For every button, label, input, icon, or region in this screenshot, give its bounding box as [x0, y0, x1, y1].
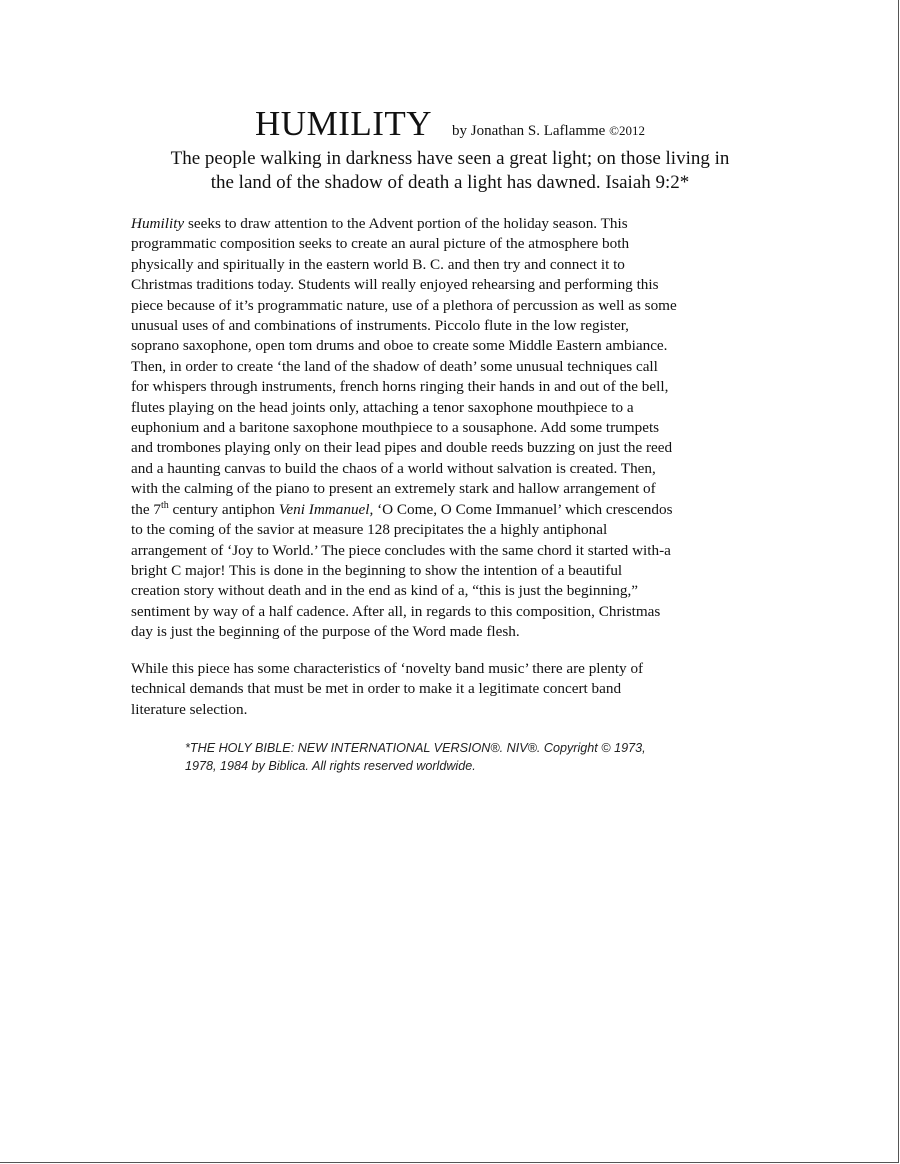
paragraph-line [131, 500, 781, 520]
paragraph-line: Christmas traditions today. Students will really enjoyed rehearsing and performing this [131, 276, 659, 294]
paragraph-line: flutes playing on the head joints only, attaching a tenor saxophone mouthpiece to a [131, 398, 634, 416]
footnote-line: 1978, 1984 by Biblica. All rights reserved worldwide. [185, 759, 476, 773]
line-text: the 7 [131, 500, 161, 518]
paragraph-line: for whispers through instruments, french horns ringing their hands in and out of the bell, [131, 378, 669, 396]
paragraph-line: bright C major! This is done in the beginning to show the intention of a beautiful [131, 561, 623, 579]
epigraph-line: The people walking in darkness have seen a great light; on those living in [170, 148, 730, 169]
paragraph-line: euphonium and a baritone saxophone mouthpiece to a sousaphone. Add some trumpets [131, 419, 660, 437]
paragraph-line: unusual uses of and combinations of instruments. Piccolo flute in the low register, [131, 317, 629, 335]
line-text: century antiphon [168, 500, 279, 518]
paragraph-line: Then, in order to create ‘the land of the shadow of death’ some unusual techniques call [131, 357, 658, 375]
paragraph-line: and trombones playing only on their lead pipes and double reeds buzzing on just the reed [131, 439, 673, 457]
antiphon-title-italic: Veni Immanuel, [278, 500, 374, 518]
ordinal-suffix: th [160, 499, 169, 511]
paragraph-line: technical demands that must be met in order to make it a legitimate concert band [131, 680, 622, 698]
notes-paragraph [131, 659, 781, 720]
paragraph-line: programmatic composition seeks to create an aural picture of the atmosphere both [131, 235, 630, 253]
paragraph-line: While this piece has some characteristics of ‘novelty band music’ there are plenty of [131, 660, 644, 677]
paragraph-line: sentiment by way of a half cadence. After all, in regards to this composition, Christmas [131, 602, 661, 620]
epigraph-quote [0, 147, 900, 195]
paragraph-line: literature selection. [131, 700, 248, 718]
paragraph-line: and a haunting canvas to build the chaos of a world without salvation is created. Then, [131, 459, 656, 477]
footnote-line: *THE HOLY BIBLE: NEW INTERNATIONAL VERSION®. NIV®. Copyright © 1973, [185, 741, 646, 755]
paragraph-line: creation story without death and in the end as kind of a, “this is just the beginning,” [131, 582, 638, 600]
paragraph-line: physically and spiritually in the eastern world B. C. and then try and connect it to [131, 255, 625, 273]
paragraph-line: to the coming of the savior at measure 128 precipitates the a highly antiphonal [131, 521, 608, 539]
paragraph-line: with the calming of the piano to present an extremely stark and hallow arrangement of [131, 480, 656, 498]
author-name: by Jonathan S. Laflamme [452, 123, 606, 139]
description-paragraph [131, 214, 781, 643]
paragraph-line: arrangement of ‘Joy to World.’ The piece concludes with the same chord it started with-a [131, 541, 671, 559]
paragraph-line-text: seeks to draw attention to the Advent portion of the holiday season. This [184, 215, 628, 232]
bible-copyright-footnote [185, 739, 785, 775]
title-block [0, 104, 900, 144]
byline [452, 123, 645, 139]
page-title: HUMILITY [255, 104, 433, 143]
paragraph-line: soprano saxophone, open tom drums and oboe to create some Middle Eastern ambiance. [131, 337, 668, 355]
piece-title-italic: Humility [131, 215, 185, 232]
line-text: ‘O Come, O Come Immanuel’ which crescendos [373, 500, 673, 518]
epigraph-line: the land of the shadow of death a light has dawned. Isaiah 9:2* [210, 172, 690, 193]
paragraph-line: piece because of it’s programmatic nature, use of a plethora of percussion as well as some [131, 296, 677, 314]
copyright-year: ©2012 [609, 123, 645, 138]
paragraph-line: day is just the beginning of the purpose of the Word made flesh. [131, 623, 520, 641]
paragraph-line [131, 214, 781, 234]
